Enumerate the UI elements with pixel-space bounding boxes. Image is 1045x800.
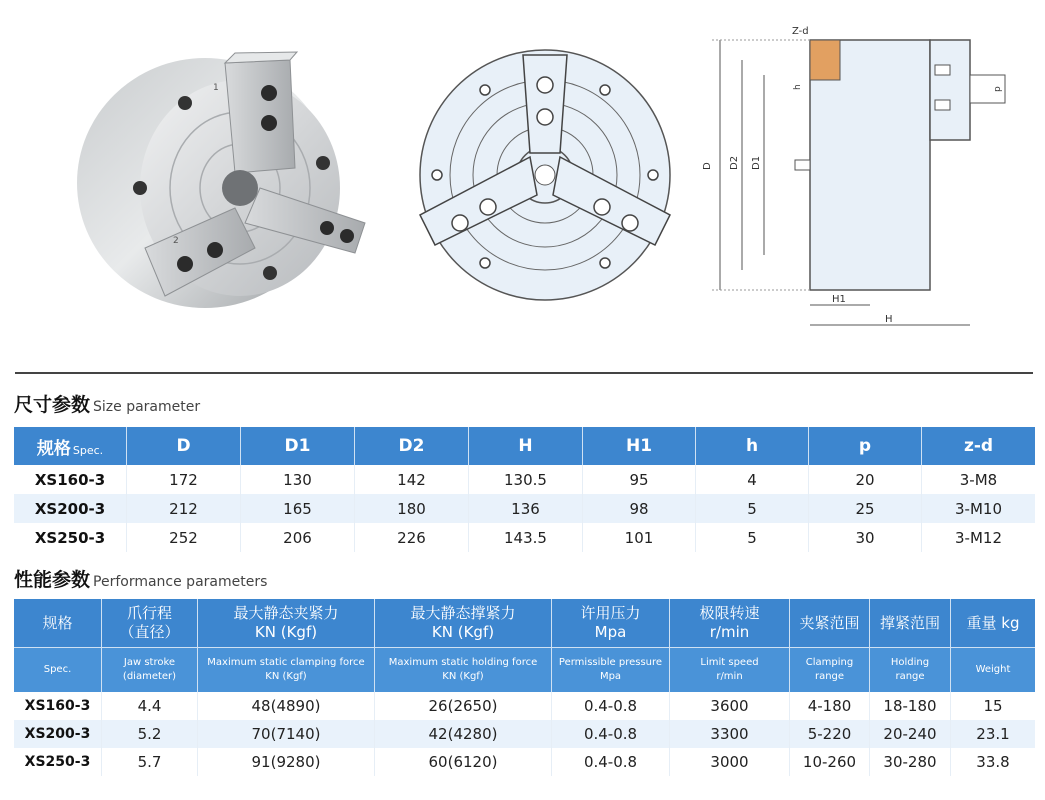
value-cell: 70(7140) (198, 720, 375, 748)
value-cell: 5.2 (102, 720, 198, 748)
perf-header-cn: 夹紧范围 (790, 599, 870, 647)
value-cell: 3-M12 (922, 523, 1035, 552)
table-row (14, 465, 1035, 494)
perf-section-title (14, 565, 267, 592)
perf-header-en: Permissible pressure Mpa (552, 647, 670, 692)
value-cell: 226 (355, 523, 469, 552)
perf-header-cn: 爪行程 （直径） (102, 599, 198, 647)
size-title-cn: 尺寸参数 (14, 394, 91, 416)
perf-header-en: Clamping range (790, 647, 870, 692)
dim-H: H (885, 314, 893, 325)
perf-header-cn: 规格 (14, 599, 102, 647)
value-cell: 3-M10 (922, 494, 1035, 523)
model-cell: XS200-3 (14, 720, 102, 748)
perf-header-en: Limit speed r/min (670, 647, 790, 692)
model-cell: XS160-3 (14, 692, 102, 720)
value-cell: 4 (696, 465, 809, 494)
value-cell: 5 (696, 523, 809, 552)
perf-header-cn: 许用压力 Mpa (552, 599, 670, 647)
value-cell: 26(2650) (375, 692, 552, 720)
size-section-title (14, 390, 200, 417)
perf-title-cn: 性能参数 (14, 569, 91, 591)
perf-header-en: Maximum static clamping force KN (Kgf) (198, 647, 375, 692)
value-cell: 206 (241, 523, 355, 552)
value-cell: 33.8 (951, 748, 1035, 776)
value-cell: 252 (127, 523, 241, 552)
value-cell: 60(6120) (375, 748, 552, 776)
dim-D1: D1 (751, 155, 762, 170)
value-cell: 20 (809, 465, 922, 494)
section-drawing (700, 20, 1020, 340)
performance-parameter-table (14, 599, 1035, 776)
perf-header-en: Weight (951, 647, 1035, 692)
value-cell: 172 (127, 465, 241, 494)
dim-H1: H1 (832, 294, 846, 305)
value-cell: 0.4-0.8 (552, 692, 670, 720)
value-cell: 5.7 (102, 748, 198, 776)
size-col-header: D (127, 427, 241, 465)
value-cell: 10-260 (790, 748, 870, 776)
value-cell: 130 (241, 465, 355, 494)
chuck-photo (65, 38, 375, 318)
model-cell: XS250-3 (14, 748, 102, 776)
perf-header-en: Jaw stroke (diameter) (102, 647, 198, 692)
product-figures (0, 0, 1045, 360)
model-cell: XS160-3 (14, 465, 127, 494)
size-col-header: D2 (355, 427, 469, 465)
value-cell: 101 (583, 523, 696, 552)
size-col-header: H1 (583, 427, 696, 465)
dim-D2: D2 (729, 155, 740, 170)
perf-title-en: Performance parameters (93, 574, 268, 590)
jaw-mark-2: 2 (173, 236, 179, 246)
size-col-header: z-d (922, 427, 1035, 465)
dim-p: p (993, 86, 1003, 92)
value-cell: 4.4 (102, 692, 198, 720)
size-col-header: h (696, 427, 809, 465)
size-col-header: p (809, 427, 922, 465)
size-col-header: D1 (241, 427, 355, 465)
perf-header-en: Maximum static holding force KN (Kgf) (375, 647, 552, 692)
perf-header-cn: 撑紧范围 (870, 599, 951, 647)
value-cell: 0.4-0.8 (552, 748, 670, 776)
table-row (14, 720, 1035, 748)
model-cell: XS200-3 (14, 494, 127, 523)
perf-header-cn: 极限转速 r/min (670, 599, 790, 647)
perf-header-cn: 最大静态夹紧力 KN (Kgf) (198, 599, 375, 647)
value-cell: 30-280 (870, 748, 951, 776)
dim-zd: Z-d (792, 26, 809, 37)
front-view-drawing (415, 45, 675, 305)
value-cell: 130.5 (469, 465, 583, 494)
value-cell: 42(4280) (375, 720, 552, 748)
value-cell: 98 (583, 494, 696, 523)
size-spec-header: 规格 Spec. (14, 427, 127, 465)
value-cell: 142 (355, 465, 469, 494)
jaw-mark-1: 1 (213, 83, 219, 93)
value-cell: 3300 (670, 720, 790, 748)
value-cell: 18-180 (870, 692, 951, 720)
table-row (14, 748, 1035, 776)
value-cell: 15 (951, 692, 1035, 720)
size-parameter-table (14, 427, 1035, 552)
value-cell: 3600 (670, 692, 790, 720)
value-cell: 212 (127, 494, 241, 523)
perf-header-cn: 重量 kg (951, 599, 1035, 647)
table-row (14, 523, 1035, 552)
value-cell: 23.1 (951, 720, 1035, 748)
value-cell: 30 (809, 523, 922, 552)
value-cell: 91(9280) (198, 748, 375, 776)
value-cell: 5-220 (790, 720, 870, 748)
value-cell: 165 (241, 494, 355, 523)
value-cell: 143.5 (469, 523, 583, 552)
value-cell: 95 (583, 465, 696, 494)
value-cell: 48(4890) (198, 692, 375, 720)
perf-header-row-cn (14, 599, 1035, 647)
value-cell: 5 (696, 494, 809, 523)
perf-header-row-en (14, 647, 1035, 692)
section-divider (15, 372, 1033, 374)
table-row (14, 692, 1035, 720)
value-cell: 4-180 (790, 692, 870, 720)
size-header-row (14, 427, 1035, 465)
value-cell: 3000 (670, 748, 790, 776)
perf-header-en: Holding range (870, 647, 951, 692)
value-cell: 25 (809, 494, 922, 523)
size-col-header: H (469, 427, 583, 465)
perf-header-en: Spec. (14, 647, 102, 692)
value-cell: 0.4-0.8 (552, 720, 670, 748)
perf-header-cn: 最大静态撑紧力 KN (Kgf) (375, 599, 552, 647)
size-title-en: Size parameter (93, 399, 201, 415)
value-cell: 3-M8 (922, 465, 1035, 494)
model-cell: XS250-3 (14, 523, 127, 552)
value-cell: 136 (469, 494, 583, 523)
value-cell: 20-240 (870, 720, 951, 748)
table-row (14, 494, 1035, 523)
dim-D: D (702, 162, 713, 170)
dim-h: h (793, 84, 803, 90)
value-cell: 180 (355, 494, 469, 523)
